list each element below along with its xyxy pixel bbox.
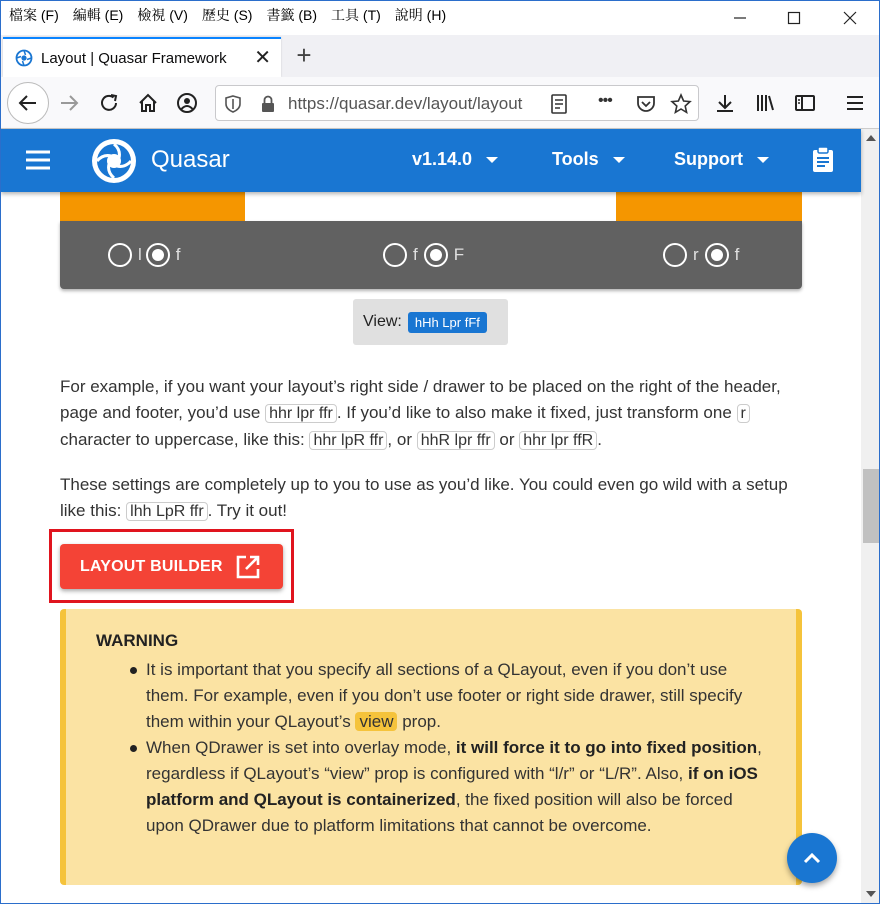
brand-name[interactable]: Quasar (151, 146, 230, 173)
version-label: v1.14.0 (412, 149, 473, 169)
reader-view-icon[interactable] (550, 94, 568, 114)
caret-down-icon (613, 157, 625, 163)
right-radio-group (663, 243, 751, 267)
tab-layout-quasar[interactable] (3, 37, 281, 77)
tools-dropdown[interactable] (552, 149, 625, 170)
home-icon (137, 92, 159, 114)
forward-button[interactable] (51, 85, 87, 121)
layout-demo-footer-bar (60, 221, 802, 289)
menu-icon (25, 149, 51, 171)
minimize-button[interactable] (713, 1, 767, 35)
chevron-up-icon (802, 851, 822, 865)
quasar-favicon-icon (15, 49, 33, 67)
warning-box (60, 609, 802, 885)
left-radio-group (108, 243, 193, 267)
support-dropdown[interactable] (674, 149, 769, 170)
warning-item (130, 735, 770, 839)
scroll-down-icon[interactable] (866, 891, 876, 897)
text: . If you’d like to also make it fixed, just transform one (336, 403, 737, 422)
text: It is important that you specify all sections of a QLayout, even if you don’t use them. For example, even if you don’t use footer or right side drawer, still specify them within your QLayout’s (146, 660, 743, 731)
menu-tools[interactable]: 工具 (T) (331, 7, 381, 23)
text: or (494, 430, 520, 449)
menu-help[interactable]: 說明 (H) (394, 7, 447, 23)
maximize-icon (787, 11, 801, 25)
minimize-icon (733, 11, 747, 25)
settings-paragraph (60, 472, 800, 525)
text: When QDrawer is set into overlay mode, (146, 738, 456, 757)
download-icon (714, 92, 736, 114)
url-text: https://quasar.dev/layout/layout (288, 94, 523, 113)
warning-item (130, 657, 770, 735)
close-window-button[interactable] (823, 1, 877, 35)
text: , regardless if QLayout’s “view” prop is configured with “l/r” or “L/R”. Also, (146, 738, 762, 783)
code-snippet: hhr lpr ffr (265, 404, 337, 423)
menu-edit[interactable]: 編輯 (E) (72, 7, 124, 23)
close-icon (843, 11, 857, 25)
radio-left-l-label: l (138, 245, 142, 264)
page-actions-button[interactable]: ••• (598, 92, 612, 109)
quasar-logo-icon[interactable] (89, 136, 139, 186)
new-tab-button[interactable]: + (296, 39, 312, 70)
code-snippet: r (737, 404, 750, 423)
text: character to uppercase, like this: (60, 430, 310, 449)
bookmark-star-icon[interactable] (670, 93, 692, 115)
warning-list (130, 657, 770, 839)
tab-title: Layout | Quasar Framework (41, 49, 227, 67)
caret-down-icon (757, 157, 769, 163)
menu-file[interactable]: 檔案 (F) (9, 7, 59, 23)
code-snippet: hhr lpR ffr (309, 431, 387, 450)
support-label: Support (674, 149, 743, 169)
scroll-to-top-button[interactable] (787, 833, 837, 883)
layout-demo-top (60, 192, 802, 221)
text: . Try it out! (207, 501, 288, 520)
caret-down-icon (486, 157, 498, 163)
open-in-new-icon (235, 554, 261, 580)
code-snippet: lhh LpR ffr (126, 502, 208, 521)
tab-close-button[interactable]: ✕ (254, 47, 271, 69)
app-menu-button[interactable] (837, 85, 873, 121)
clipboard-icon[interactable] (811, 146, 835, 174)
page-scrollbar[interactable] (861, 129, 880, 904)
view-value-badge: hHh Lpr fFf (408, 312, 487, 333)
radio-left-f-label: f (175, 245, 181, 264)
hamburger-icon (844, 92, 866, 114)
radio-middle-F-label: F (453, 245, 465, 264)
warning-title: WARNING (96, 631, 179, 650)
downloads-button[interactable] (707, 85, 743, 121)
page-content (1, 192, 861, 904)
text: , the fixed position will also be forced upon QDrawer due to platform limitations that cannot be overcome. (146, 790, 733, 835)
arrow-right-icon (58, 92, 80, 114)
middle-radio-group (383, 243, 476, 267)
menu-history[interactable]: 歷史 (S) (201, 7, 253, 23)
nav-toolbar (1, 77, 880, 129)
code-snippet: hhr lpr ffR (519, 431, 597, 450)
radio-left-l[interactable] (108, 243, 132, 267)
pocket-icon[interactable] (636, 94, 656, 114)
site-header (1, 129, 861, 192)
radio-middle-f-label: f (413, 245, 418, 264)
reload-button[interactable] (91, 85, 127, 121)
text: These settings are completely up to you to use as you’d like. You could even go wild with a setup like this: (60, 475, 788, 520)
text: . (597, 430, 602, 449)
tracking-shield-icon[interactable] (224, 95, 242, 113)
view-string-box (353, 299, 508, 345)
radio-left-f[interactable] (146, 243, 170, 267)
radio-right-f-label: f (734, 245, 740, 264)
scroll-up-icon[interactable] (866, 135, 876, 141)
view-label: View: (363, 313, 402, 330)
sidebar-icon (794, 92, 816, 114)
radio-right-f[interactable] (705, 243, 729, 267)
text: For example, if you want your layout’s right side / drawer to be placed on the right of the header, page and footer, you’d use (60, 377, 781, 422)
menu-view[interactable]: 檢視 (V) (137, 7, 188, 23)
bold-text: it will force it to go into fixed position (455, 738, 758, 757)
url-bar[interactable] (215, 85, 699, 121)
lock-icon[interactable] (260, 95, 276, 113)
drawer-toggle-button[interactable] (25, 149, 51, 176)
back-button[interactable] (7, 82, 49, 124)
version-dropdown[interactable] (412, 149, 498, 170)
menu-bookmarks[interactable]: 書籤 (B) (266, 7, 318, 23)
tab-strip (1, 35, 880, 77)
sidebar-toggle-button[interactable] (787, 85, 823, 121)
maximize-button[interactable] (767, 1, 821, 35)
radio-right-r-label: r (693, 245, 699, 264)
radio-right-r[interactable] (663, 243, 687, 267)
account-button[interactable] (169, 85, 205, 121)
account-icon (176, 92, 198, 114)
layout-builder-label: LAYOUT BUILDER (80, 557, 223, 575)
radio-middle-F[interactable] (424, 243, 448, 267)
library-button[interactable] (747, 85, 783, 121)
reload-icon (98, 92, 120, 114)
layout-builder-button[interactable] (60, 544, 283, 589)
demo-right-drawer-block (616, 192, 802, 221)
code-snippet: hhR lpr ffr (417, 431, 495, 450)
scroll-thumb[interactable] (863, 469, 879, 543)
library-icon (754, 92, 776, 114)
demo-left-drawer-block (60, 192, 245, 221)
bold-text: if on iOS platform and QLayout is containerized (146, 764, 758, 809)
home-button[interactable] (130, 85, 166, 121)
highlighted-code: view (355, 712, 397, 731)
example-paragraph (60, 374, 800, 454)
tools-label: Tools (552, 149, 599, 169)
text: prop. (397, 712, 441, 731)
arrow-left-icon (17, 92, 39, 114)
text: , or (387, 430, 417, 449)
radio-middle-f[interactable] (383, 243, 407, 267)
